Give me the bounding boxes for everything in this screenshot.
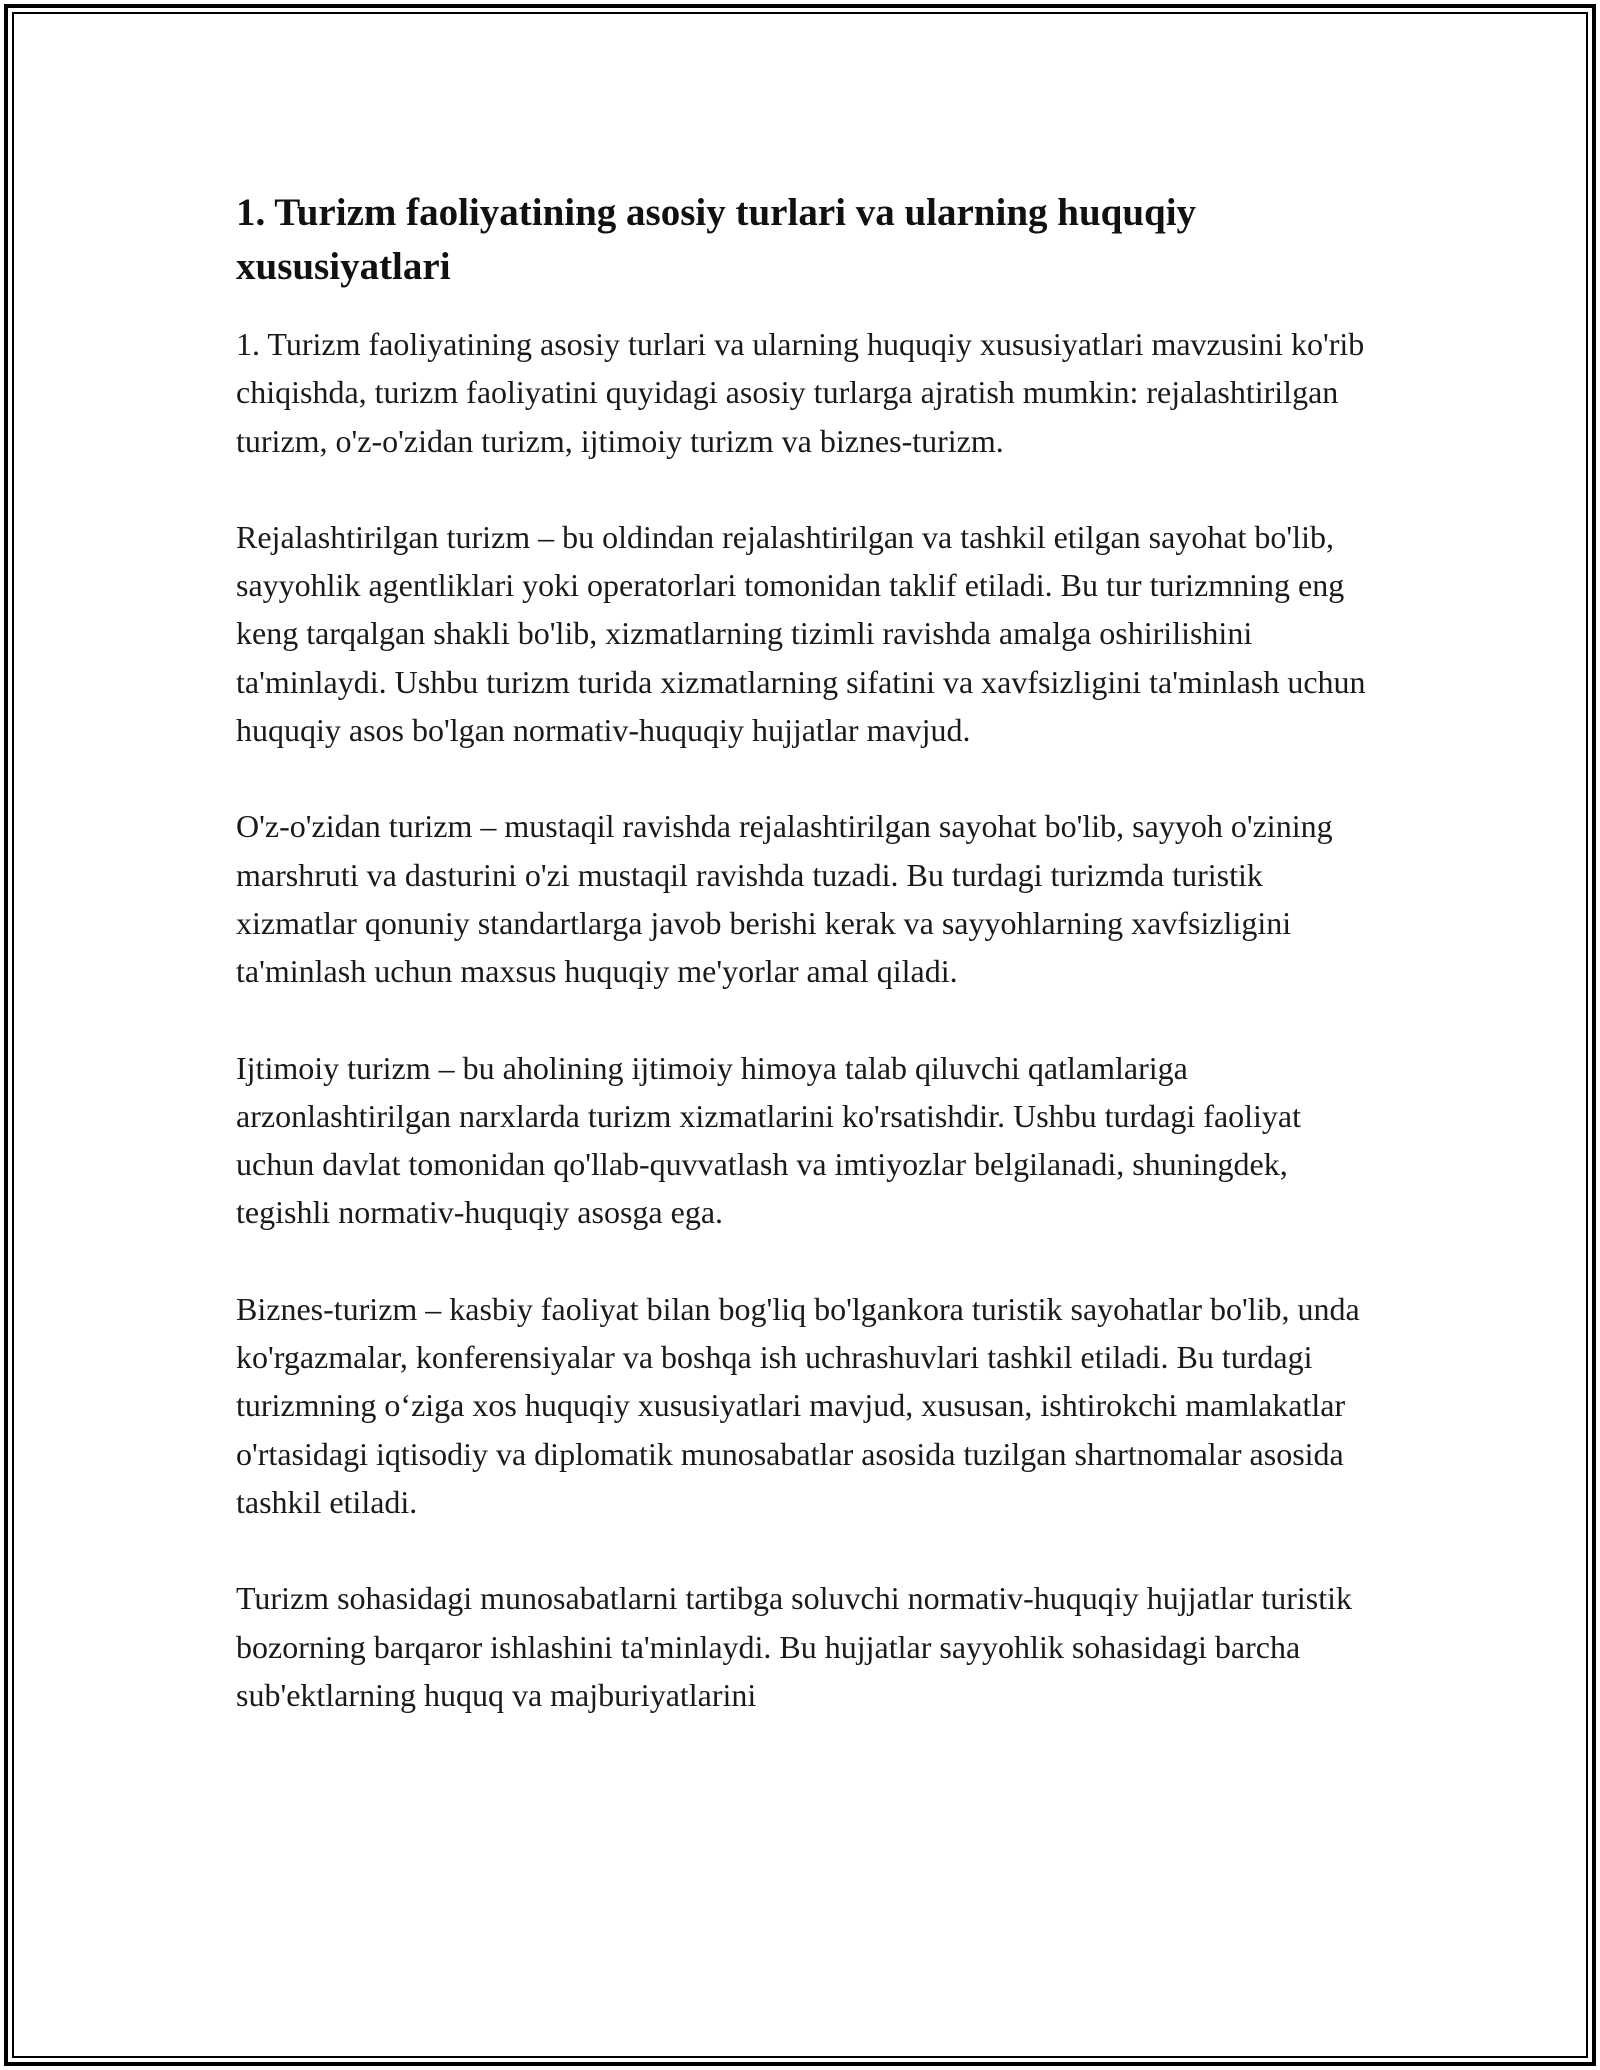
paragraph-intro: 1. Turizm faoliyatining asosiy turlari va ularning huquqiy xususiyatlari mavzusini ko'rib chiqishda, turizm faoliyatini quyidagi asosiy turlarga ajratish mumkin: rejalashtirilgan turizm, o'z-o'zidan turizm, ijtimoiy turizm va biznes-turizm.	[236, 326, 1365, 459]
section-heading: 1. Turizm faoliyatining asosiy turlari va ularning huquqiy xususiyatlari	[236, 191, 1197, 288]
paragraph-business-tourism: Biznes-turizm – kasbiy faoliyat bilan bog'liq bo'lgankora turistik sayohatlar bo'lib, unda ko'rgazmalar, konferensiyalar va boshqa ish uchrashuvlari tashkil etiladi. Bu turdagi turizmning oʻziga xos huquqiy xususiyatlari mavjud, xususan, ishtirokchi mamlakatlar o'rtasidagi iqtisodiy va diplomatik munosabatlar asosida tuzilgan shartnomalar asosida tashkil etiladi.	[236, 1290, 1360, 1520]
paragraph-independent-tourism: O'z-o'zidan turizm – mustaqil ravishda rejalashtirilgan sayohat bo'lib, sayyoh o'zining marshruti va dasturini o'zi mustaqil ravishda tuzadi. Bu turdagi turizmda turistik xizmatlar qonuniy standartlarga javob berishi kerak va sayyohlarning xavfsizligini ta'minlash uchun maxsus huquqiy me'yorlar amal qiladi.	[236, 808, 1333, 990]
paragraph-planned-tourism: Rejalashtirilgan turizm – bu oldindan rejalashtirilgan va tashkil etilgan sayohat bo'lib, sayyohlik agentliklari yoki operatorlari tomonidan taklif etiladi. Bu tur turizmning eng keng tarqalgan shakli bo'lib, xizmatlarning tizimli ravishda amalga oshirilishini ta'minlaydi. Ushbu turizm turida xizmatlarning sifatini va xavfsizligini ta'minlash uchun huquqiy asos bo'lgan normativ-huquqiy hujjatlar mavjud.	[236, 518, 1366, 749]
document-page	[236, 186, 1376, 1767]
paragraph-regulation: Turizm sohasidagi munosabatlarni tartibga soluvchi normativ-huquqiy hujjatlar turistik bozorning barqaror ishlashini ta'minlaydi. Bu hujjatlar sayyohlik sohasidagi barcha sub'ektlarning huquq va majburiyatlarini	[236, 1580, 1352, 1713]
body-text	[236, 320, 1376, 1719]
paragraph-social-tourism: Ijtimoiy turizm – bu aholining ijtimoiy himoya talab qiluvchi qatlamlariga arzonlashtirilgan narxlarda turizm xizmatlarini ko'rsatishdir. Ushbu turdagi faoliyat uchun davlat tomonidan qo'llab-quvvatlash va imtiyozlar belgilanadi, shuningdek, tegishli normativ-huquqiy asosga ega.	[236, 1049, 1302, 1231]
